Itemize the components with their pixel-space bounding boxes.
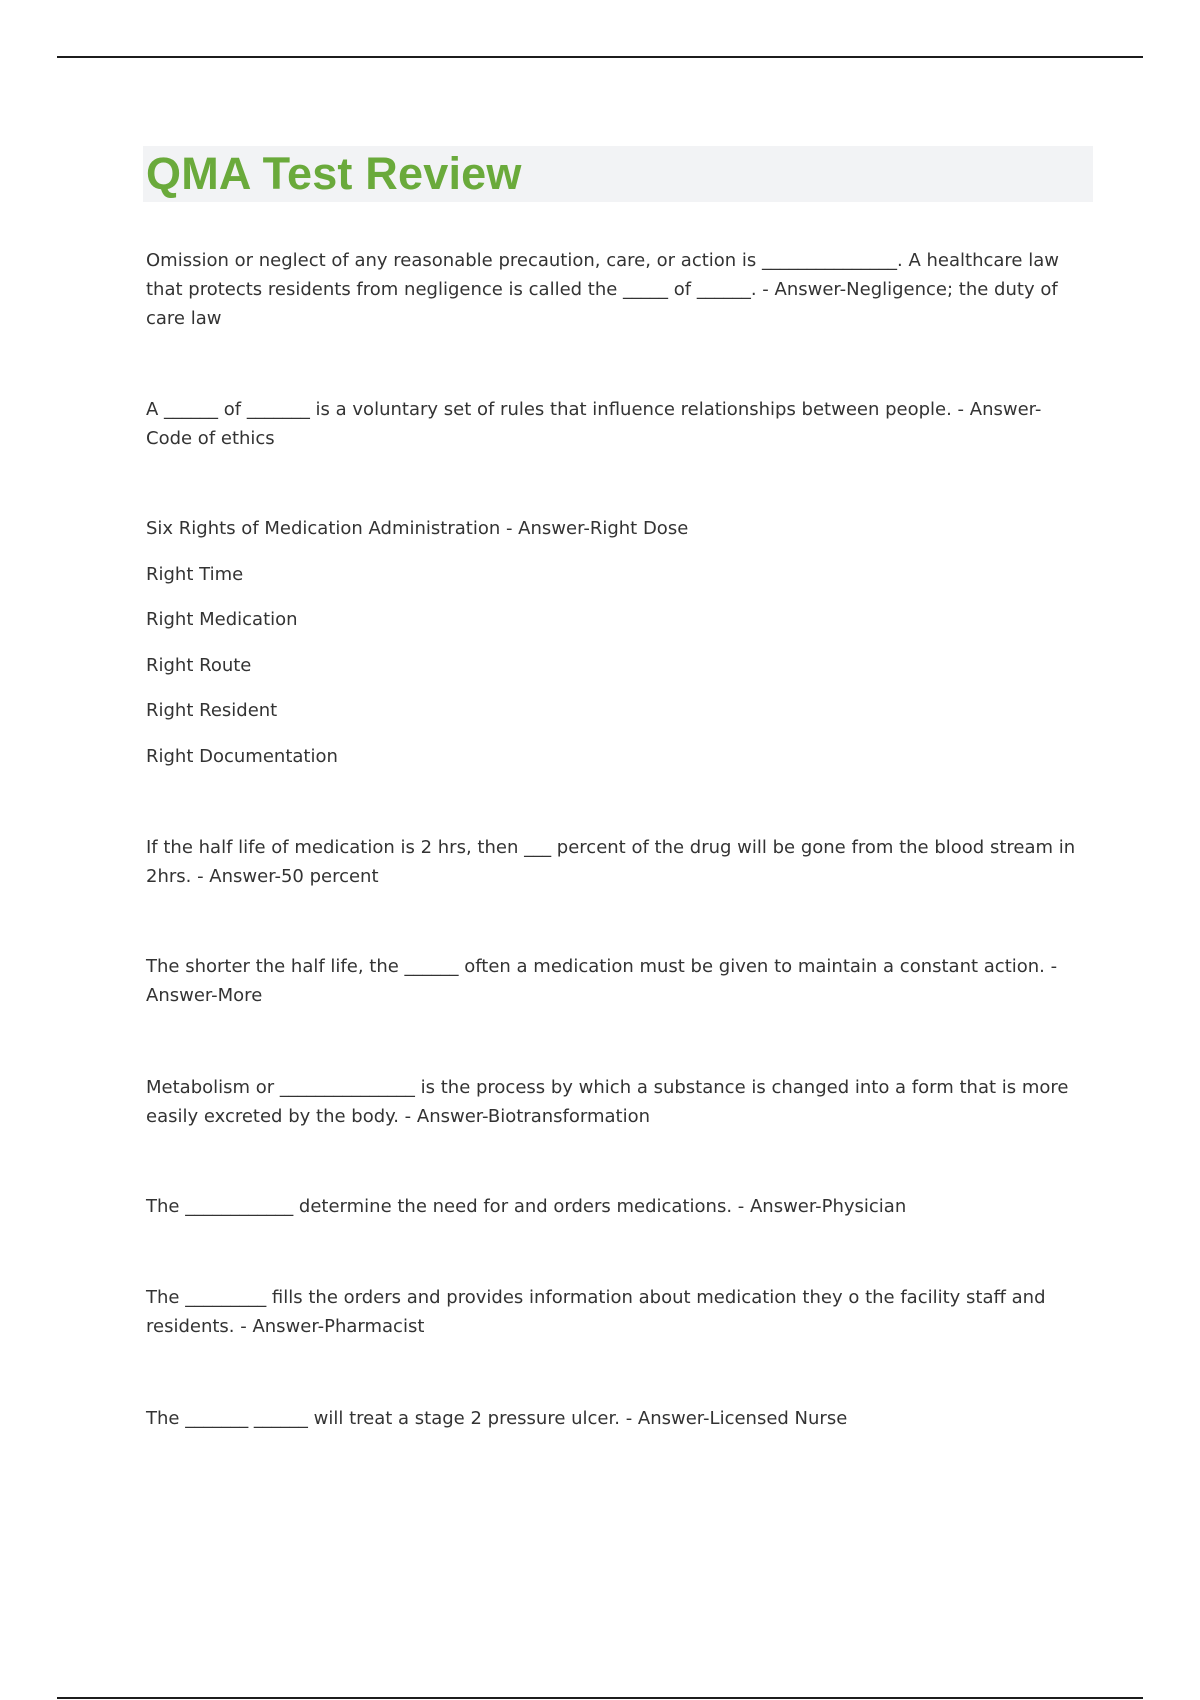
page-title: QMA Test Review bbox=[146, 148, 522, 199]
question-block bbox=[146, 1073, 1091, 1131]
text-line: Right Time bbox=[146, 564, 244, 585]
list-item bbox=[146, 696, 1091, 725]
question-block bbox=[146, 952, 1091, 1010]
question-block bbox=[146, 395, 1091, 453]
footer-rule bbox=[57, 1697, 1143, 1699]
text-line: easily excreted by the body. - Answer-Biotransformation bbox=[146, 1106, 650, 1127]
list-item bbox=[146, 651, 1091, 680]
text-line: Metabolism or _______________ is the process by which a substance is changed into a form that is more bbox=[146, 1077, 1069, 1098]
text-line: The _______ ______ will treat a stage 2 pressure ulcer. - Answer-Licensed Nurse bbox=[146, 1408, 848, 1429]
text-line: Omission or neglect of any reasonable precaution, care, or action is _______________. A healthcare law bbox=[146, 250, 1059, 271]
list-item bbox=[146, 560, 1091, 589]
text-line: Right Route bbox=[146, 655, 252, 676]
text-line: Answer-More bbox=[146, 985, 263, 1006]
text-line: If the half life of medication is 2 hrs, then ___ percent of the drug will be gone from the blood stream in bbox=[146, 837, 1076, 858]
text-line: Six Rights of Medication Administration - Answer-Right Dose bbox=[146, 518, 689, 539]
list-item bbox=[146, 605, 1091, 634]
text-line: care law bbox=[146, 308, 222, 329]
text-line: The shorter the half life, the ______ often a medication must be given to maintain a constant action. - bbox=[146, 956, 1058, 977]
text-line: Right Documentation bbox=[146, 746, 338, 767]
text-line: Right Medication bbox=[146, 609, 298, 630]
text-line: Code of ethics bbox=[146, 428, 275, 449]
text-line: The ____________ determine the need for and orders medications. - Answer-Physician bbox=[146, 1196, 907, 1217]
question-block bbox=[146, 1192, 1091, 1221]
list-item bbox=[146, 742, 1091, 771]
text-line: The _________ fills the orders and provides information about medication they o the facility staff and bbox=[146, 1287, 1046, 1308]
question-block bbox=[146, 833, 1091, 891]
question-block bbox=[146, 1404, 1091, 1433]
question-block bbox=[146, 246, 1091, 333]
text-line: A ______ of _______ is a voluntary set of rules that influence relationships between people. - Answer- bbox=[146, 399, 1042, 420]
text-line: that protects residents from negligence is called the _____ of ______. - Answer-Negligence; the duty of bbox=[146, 279, 1058, 300]
question-block bbox=[146, 514, 1091, 543]
text-line: residents. - Answer-Pharmacist bbox=[146, 1316, 425, 1337]
question-block bbox=[146, 1283, 1091, 1341]
text-line: 2hrs. - Answer-50 percent bbox=[146, 866, 379, 887]
text-line: Right Resident bbox=[146, 700, 278, 721]
header-rule bbox=[57, 56, 1143, 58]
